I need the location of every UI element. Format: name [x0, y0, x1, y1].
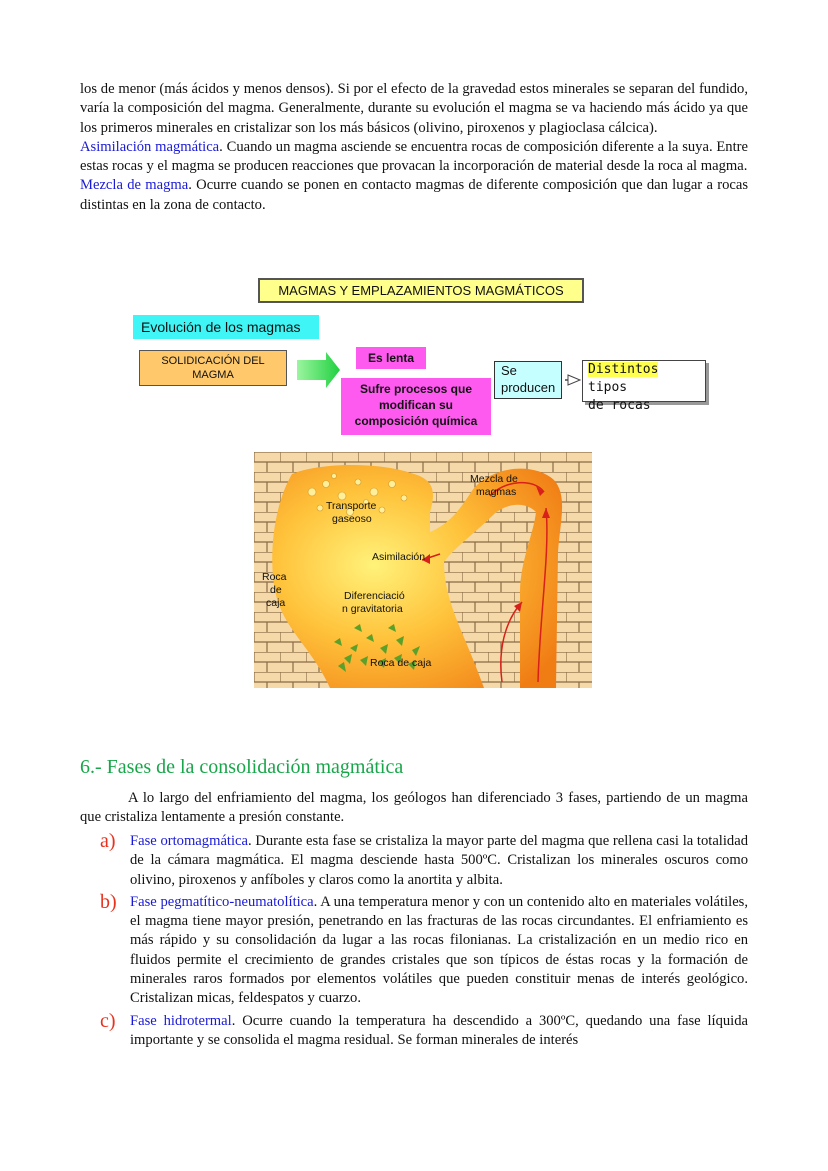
- diferenciacion-label-1: Diferenciació: [344, 590, 405, 602]
- solidificacion-line-2: MAGMA: [192, 369, 234, 381]
- phase-description: . Ocurre cuando la temperatura ha descendido a 300ºC, quedando una fase líquida importante y se consolida el magma residual. Se forman minerales de interés: [130, 1012, 748, 1048]
- green-arrow-icon: [297, 352, 340, 388]
- mezcla-label-1: Mezcla de: [470, 473, 518, 485]
- phase-term: Fase pegmatítico-neumatolítica: [130, 893, 314, 910]
- section-intro: A lo largo del enfriamiento del magma, los geólogos han diferenciado 3 fases, partiendo de un magma que cristaliza lentamente a presión constante.: [80, 790, 748, 826]
- phase-term: Fase ortomagmática: [130, 833, 248, 849]
- connector-arrow-icon: [568, 375, 580, 385]
- roca-label-2: de: [270, 584, 282, 596]
- roca-caja-label: Roca de caja: [370, 657, 432, 669]
- solidificacion-line-1: SOLIDICACIÓN DEL: [161, 355, 265, 367]
- phase-description: . Durante esta fase se cristaliza la mayor parte del magma que rellena casi la totalidad de la cámara magmática. El magma desciende hasta 500ºC. Cristalizan los minerales oscuros como olivino, piroxenos y anfíboles y claros como la anortita y albita.: [130, 833, 748, 888]
- phase-description: . A una temperatura menor y con un contenido alto en materiales volátiles, el magma tiene mayor presión, penetrando en las fracturas de las rocas circundantes. El enfriamiento es más rápido y su consolidación da lugar a las rocas filonianas. La cristalización en un medio rico en fluidos permite el crecimiento de grandes cristales que son típicos de éstas rocas y la formación de minerales raros formados por elementos volátiles que pueden constituir menas de interés geológico. Cristalizan micas, feldespatos y cuarzo.: [130, 893, 748, 1007]
- phase-text: [130, 893, 748, 1009]
- distintos-highlight: Distintos: [588, 362, 659, 377]
- sufre-line-2: modifican su: [378, 398, 453, 412]
- phase-list: [100, 832, 748, 1050]
- mezcla-text: . Ocurre cuando se ponen en contacto magmas de diferente composición que dan lugar a rocas distintas en la zona de contacto.: [80, 177, 748, 213]
- distintos-tipos-box: [582, 360, 706, 413]
- phase-item-b: [100, 890, 748, 1009]
- phase-marker: a): [100, 830, 116, 852]
- sufre-procesos-box: [341, 378, 491, 435]
- sufre-line-1: Sufre procesos que: [359, 382, 473, 396]
- evolucion-label: Evolución de los magmas: [133, 315, 319, 339]
- roca-label-3: caja: [266, 597, 286, 609]
- phase-text: [130, 1012, 748, 1051]
- es-lenta-box: Es lenta: [356, 347, 426, 369]
- se-line-1: Se: [501, 363, 517, 378]
- roca-label-1: Roca: [262, 571, 287, 583]
- phase-marker: c): [100, 1009, 116, 1032]
- asimilacion-label: Asimilación: [372, 551, 426, 563]
- section-heading: 6.- Fases de la consolidación magmática: [80, 756, 404, 778]
- asimilacion-term: Asimilación magmática: [80, 138, 220, 155]
- transporte-label-2: gaseoso: [332, 513, 372, 525]
- phase-item-a: [100, 832, 748, 890]
- distintos-line-2: de rocas: [588, 398, 651, 413]
- distintos-tipos: tipos: [588, 380, 628, 395]
- mezcla-term: Mezcla de magma: [80, 177, 189, 194]
- intro-paragraph-1: los de menor (más ácidos y menos densos). Si por el efecto de la gravedad estos minerales se separan del fundido, varía la composición del magma. Generalmente, durante su evolución el magma se va haciendo más ácido ya que los primeros minerales en cristalizar son los más básicos (olivino, piroxenos y plagioclasa cálcica).: [80, 81, 748, 136]
- mezcla-label-2: magmas: [476, 486, 517, 498]
- phase-text: [130, 832, 748, 890]
- diferenciacion-label-2: n gravitatoria: [342, 603, 403, 615]
- asimilacion-text: . Cuando un magma asciende se encuentra rocas de composición diferente a la suya. Entre estas rocas y el magma se producen reacciones que provacan la incorporación de material desde la roca al magma.: [80, 138, 748, 175]
- magma-illustration: [254, 452, 592, 688]
- phase-term: Fase hidrotermal: [130, 1012, 232, 1029]
- diagram-title: MAGMAS Y EMPLAZAMIENTOS MAGMÁTICOS: [258, 278, 584, 303]
- sufre-line-3: composición química: [354, 414, 478, 428]
- se-producen-box: [494, 361, 562, 399]
- phase-item-c: [100, 1009, 748, 1051]
- distintos-line-1: [588, 361, 705, 397]
- se-line-2: producen: [501, 380, 556, 395]
- phase-marker: b): [100, 890, 117, 913]
- transporte-label-1: Transporte: [326, 500, 377, 512]
